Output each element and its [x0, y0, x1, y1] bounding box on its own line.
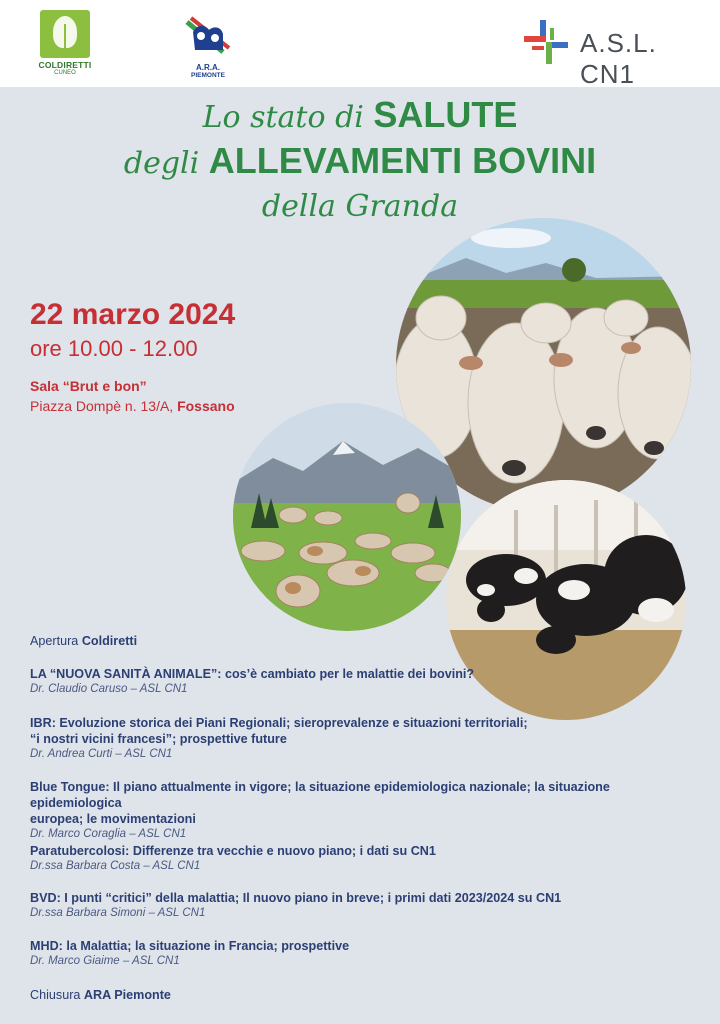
coldiretti-name: COLDIRETTI	[38, 60, 92, 70]
talk-speaker: Dr. Andrea Curti – ASL CN1	[30, 748, 173, 760]
talk-speaker: Dr. Marco Coraglia – ASL CN1	[30, 828, 187, 840]
pasture-photo	[233, 403, 461, 631]
ara-sub: PIEMONTE	[191, 72, 225, 79]
talk-topic: MHD: la Malattia; la situazione in Francia; prospettive	[30, 939, 350, 953]
program-item	[30, 666, 700, 697]
program-item	[30, 779, 700, 842]
asl-logo	[522, 18, 697, 89]
event-time: ore 10.00 - 12.00	[30, 336, 198, 361]
ara-animals-icon	[183, 12, 233, 62]
program-opening: Apertura Coldiretti	[30, 634, 138, 648]
event-title	[0, 92, 720, 230]
program-item	[30, 843, 700, 874]
talk-speaker: Dr. Claudio Caruso – ASL CN1	[30, 683, 188, 695]
ara-logo	[178, 10, 238, 80]
talk-topic: Blue Tongue: Il piano attualmente in vigore; la situazione epidemiologica nazionale; la situazione epidemiologica	[30, 780, 610, 810]
header-bar	[0, 0, 720, 87]
event-address: Piazza Dompè n. 13/A, Fossano	[30, 398, 235, 414]
program-closing: Chiusura ARA Piemonte	[30, 988, 171, 1002]
event-venue: Sala “Brut e bon”	[30, 378, 147, 394]
talk-speaker: Dr. Marco Giaime – ASL CN1	[30, 955, 180, 967]
talk-topic-continued: europea; le movimentazioni	[30, 812, 196, 826]
talk-topic-continued: “i nostri vicini francesi”; prospettive future	[30, 732, 287, 746]
title-line-2: degli ALLEVAMENTI BOVINI	[123, 140, 597, 181]
wheat-icon	[40, 10, 90, 58]
coldiretti-sub: CUNEO	[54, 70, 76, 76]
talk-topic: LA “NUOVA SANITÀ ANIMALE”: cos’è cambiato per le malattie dei bovini?	[30, 667, 475, 681]
ara-name: A.R.A.	[196, 63, 220, 72]
title-line-1: Lo stato di SALUTE	[202, 94, 518, 135]
talk-topic: IBR: Evoluzione storica dei Piani Regionali; sieroprevalenze e situazioni territoriali;	[30, 716, 528, 730]
program-item	[30, 890, 700, 921]
talk-topic: BVD: I punti “critici” della malattia; Il nuovo piano in breve; i primi dati 2023/2024 su CN1	[30, 891, 562, 905]
asl-cross-icon	[522, 18, 570, 66]
event-date: 22 marzo 2024	[30, 298, 236, 331]
talk-topic: Paratubercolosi: Differenze tra vecchie e nuovo piano; i dati su CN1	[30, 844, 436, 858]
program-item	[30, 715, 700, 762]
talk-speaker: Dr.ssa Barbara Costa – ASL CN1	[30, 860, 201, 872]
asl-name: A.S.L. CN1	[580, 28, 657, 89]
program-item	[30, 938, 700, 969]
title-line-3: della Granda	[261, 189, 459, 224]
coldiretti-logo	[36, 10, 94, 78]
talk-speaker: Dr.ssa Barbara Simoni – ASL CN1	[30, 907, 206, 919]
